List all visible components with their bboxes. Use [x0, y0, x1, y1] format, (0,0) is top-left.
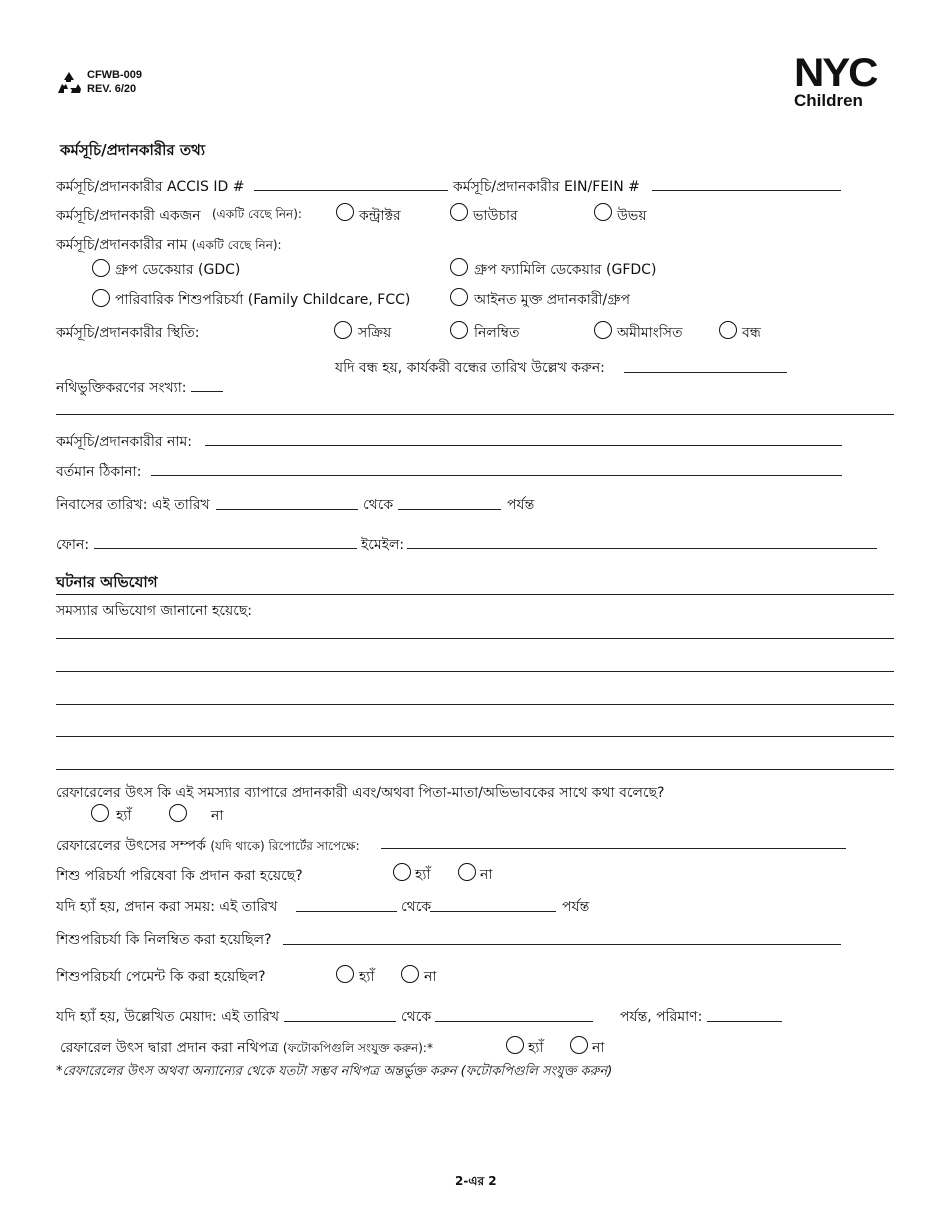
- provider-type-label: কর্মসূচি/প্রদানকারী একজন: [56, 208, 201, 224]
- q-care-suspended: শিশুপরিচর্যা কি নিলম্বিত করা হয়েছিল?: [56, 932, 272, 948]
- address-input[interactable]: [151, 475, 842, 476]
- radio-status-active[interactable]: [334, 321, 352, 339]
- residence-from-input[interactable]: [216, 509, 358, 510]
- radio-spoke-yes[interactable]: [91, 804, 109, 822]
- q-docs-provided: [60, 1036, 433, 1060]
- referral-relation-sub: (যদি থাকে) রিপোর্টের সাপেক্ষে:: [210, 839, 360, 853]
- radio-payment-no-label: না: [424, 969, 437, 985]
- ein-label: কর্মসূচি/প্রদানকারীর EIN/FEIN #: [453, 179, 640, 195]
- care-period-until-label: পর্যন্ত: [562, 899, 590, 915]
- radio-status-closed-label: বন্ধ: [742, 325, 761, 341]
- issue-line-1[interactable]: [56, 638, 894, 639]
- residence-date-label: নিবাসের তারিখ: এই তারিখ: [56, 497, 210, 513]
- ein-input[interactable]: [652, 190, 841, 191]
- payment-term-from-input[interactable]: [284, 1021, 396, 1022]
- phone-label: ফোন:: [56, 537, 90, 553]
- radio-status-pending[interactable]: [594, 321, 612, 339]
- payment-term-to-input[interactable]: [435, 1021, 593, 1022]
- recycle-icon: [55, 71, 83, 97]
- radio-gfdc[interactable]: [450, 258, 468, 276]
- radio-voucher[interactable]: [450, 203, 468, 221]
- issue-line-3[interactable]: [56, 704, 894, 705]
- issue-line-4[interactable]: [56, 736, 894, 737]
- provider-name-type-label: [56, 233, 282, 257]
- referral-relation-input[interactable]: [381, 848, 846, 849]
- payment-term-label: যদি হ্যাঁ হয়, উল্লেখিত মেয়াদ: এই তারিখ: [56, 1009, 280, 1025]
- logo-nyc-text: NYC: [794, 51, 877, 95]
- radio-legally-exempt-label: আইনত মুক্ত প্রদানকারী/গ্রুপ: [474, 292, 630, 308]
- provider-name-label: কর্মসূচি/প্রদানকারীর নাম:: [56, 434, 192, 450]
- address-label: বর্তমান ঠিকানা:: [56, 464, 142, 480]
- radio-care-provided-yes-label: হ্যাঁ: [415, 867, 431, 883]
- closure-date-label: যদি বন্ধ হয়, কার্যকরী বন্ধের তারিখ উল্লেখ করুন:: [335, 360, 605, 376]
- q-docs-text: রেফারেল উৎস দ্বারা প্রদান করা নথিপত্র: [60, 1040, 279, 1056]
- radio-docs-no-label: না: [592, 1040, 605, 1056]
- radio-payment-yes-label: হ্যাঁ: [359, 969, 375, 985]
- phone-input[interactable]: [94, 548, 357, 549]
- provider-name-input[interactable]: [205, 445, 842, 446]
- q-docs-sub: (ফটোকপিগুলি সংযুক্ত করুন):*: [282, 1041, 433, 1055]
- issue-line-5[interactable]: [56, 769, 894, 770]
- radio-fcc-label: পারিবারিক শিশুপরিচর্যা (Family Childcare, FCC): [115, 292, 411, 308]
- email-label: ইমেইল:: [361, 537, 405, 553]
- care-period-label: যদি হ্যাঁ হয়, প্রদান করা সময়: এই তারিখ: [56, 899, 278, 915]
- radio-status-active-label: সক্রিয়: [358, 325, 392, 341]
- radio-legally-exempt[interactable]: [450, 288, 468, 306]
- enrollment-count-label: নথিভুক্তিকরণের সংখ্যা:: [56, 380, 187, 396]
- logo-children-text: Children: [794, 91, 863, 110]
- radio-fcc[interactable]: [92, 289, 110, 307]
- radio-spoke-yes-label: হ্যাঁ: [116, 808, 132, 824]
- radio-spoke-no[interactable]: [169, 804, 187, 822]
- section-divider: [56, 414, 894, 415]
- provider-name-type-choose: (একটি বেছে নিন):: [191, 238, 282, 252]
- closure-date-input[interactable]: [624, 372, 787, 373]
- accis-id-input[interactable]: [254, 190, 448, 191]
- radio-both[interactable]: [594, 203, 612, 221]
- status-label: কর্মসূচি/প্রদানকারীর স্থিতি:: [56, 325, 200, 341]
- care-period-from-label: থেকে: [401, 899, 432, 915]
- radio-both-label: উভয়: [617, 208, 647, 224]
- referral-relation-label: [56, 834, 360, 858]
- residence-from-label: থেকে: [363, 497, 394, 513]
- page-number: 2-এর 2: [455, 1174, 497, 1188]
- residence-to-input[interactable]: [398, 509, 501, 510]
- care-suspended-input[interactable]: [283, 944, 841, 945]
- issue-reported-label: সমস্যার অভিযোগ জানানো হয়েছে:: [56, 603, 253, 619]
- q-spoke-with-parties: রেফারেলের উৎস কি এই সমস্যার ব্যাপারে প্রদানকারী এবং/অথবা পিতা-মাতা/অভিভাবকের সাথে কথা বলেছে?: [56, 785, 665, 801]
- provider-name-type-text: কর্মসূচি/প্রদানকারীর নাম: [56, 237, 188, 253]
- q-payment-made: শিশুপরিচর্যা পেমেন্ট কি করা হয়েছিল?: [56, 969, 266, 985]
- issue-line-2[interactable]: [56, 671, 894, 672]
- form-revision: REV. 6/20: [87, 83, 137, 95]
- radio-payment-yes[interactable]: [336, 965, 354, 983]
- provider-type-choose: (একটি বেছে নিন):: [212, 207, 302, 221]
- care-period-to-input[interactable]: [430, 911, 556, 912]
- radio-payment-no[interactable]: [401, 965, 419, 983]
- email-input[interactable]: [407, 548, 877, 549]
- radio-status-closed[interactable]: [719, 321, 737, 339]
- radio-status-suspended[interactable]: [450, 321, 468, 339]
- q-care-provided: শিশু পরিচর্যা পরিষেবা কি প্রদান করা হয়েছে?: [56, 868, 303, 884]
- radio-contractor-label: কন্ট্রাক্টর: [359, 208, 401, 224]
- section-title-program-info: কর্মসূচি/প্রদানকারীর তথ্য: [60, 141, 206, 159]
- payment-term-from-label: থেকে: [401, 1009, 432, 1025]
- radio-status-pending-label: অমীমাংসিত: [617, 325, 683, 341]
- radio-care-provided-no[interactable]: [458, 863, 476, 881]
- radio-gdc-label: গ্রুপ ডেকেয়ার (GDC): [115, 262, 241, 278]
- complaint-title-rule: [56, 594, 894, 595]
- nyc-children-logo: [794, 51, 894, 110]
- radio-status-suspended-label: নিলম্বিত: [474, 325, 520, 341]
- radio-care-provided-no-label: না: [480, 867, 493, 883]
- referral-relation-text: রেফারেলের উৎসের সম্পর্ক: [56, 838, 206, 854]
- accis-id-label: কর্মসূচি/প্রদানকারীর ACCIS ID #: [56, 179, 245, 195]
- radio-voucher-label: ভাউচার: [473, 208, 518, 224]
- radio-docs-no[interactable]: [570, 1036, 588, 1054]
- radio-docs-yes-label: হ্যাঁ: [528, 1040, 544, 1056]
- radio-gfdc-label: গ্রুপ ফ্যামিলি ডেকেয়ার (GFDC): [474, 262, 657, 278]
- section-title-complaint: ঘটনার অভিযোগ: [56, 573, 158, 591]
- radio-spoke-no-label: না: [211, 808, 224, 824]
- radio-gdc[interactable]: [92, 259, 110, 277]
- form-code: CFWB-009: [87, 69, 143, 81]
- care-period-from-input[interactable]: [296, 911, 397, 912]
- residence-until-label: পর্যন্ত: [507, 497, 535, 513]
- enrollment-count-input[interactable]: [191, 391, 223, 392]
- radio-care-provided-yes[interactable]: [393, 863, 411, 881]
- docs-footnote: *রেফারেলের উৎস অথবা অন্যান্যের থেকে যতটা সম্ভব নথিপত্র অন্তর্ভুক্ত করুন (ফটোকপিগুলি সংযুক্ত করুন): [56, 1064, 613, 1079]
- payment-amount-input[interactable]: [707, 1021, 782, 1022]
- radio-docs-yes[interactable]: [506, 1036, 524, 1054]
- radio-contractor[interactable]: [336, 203, 354, 221]
- payment-amount-label: পর্যন্ত, পরিমাণ:: [620, 1009, 703, 1025]
